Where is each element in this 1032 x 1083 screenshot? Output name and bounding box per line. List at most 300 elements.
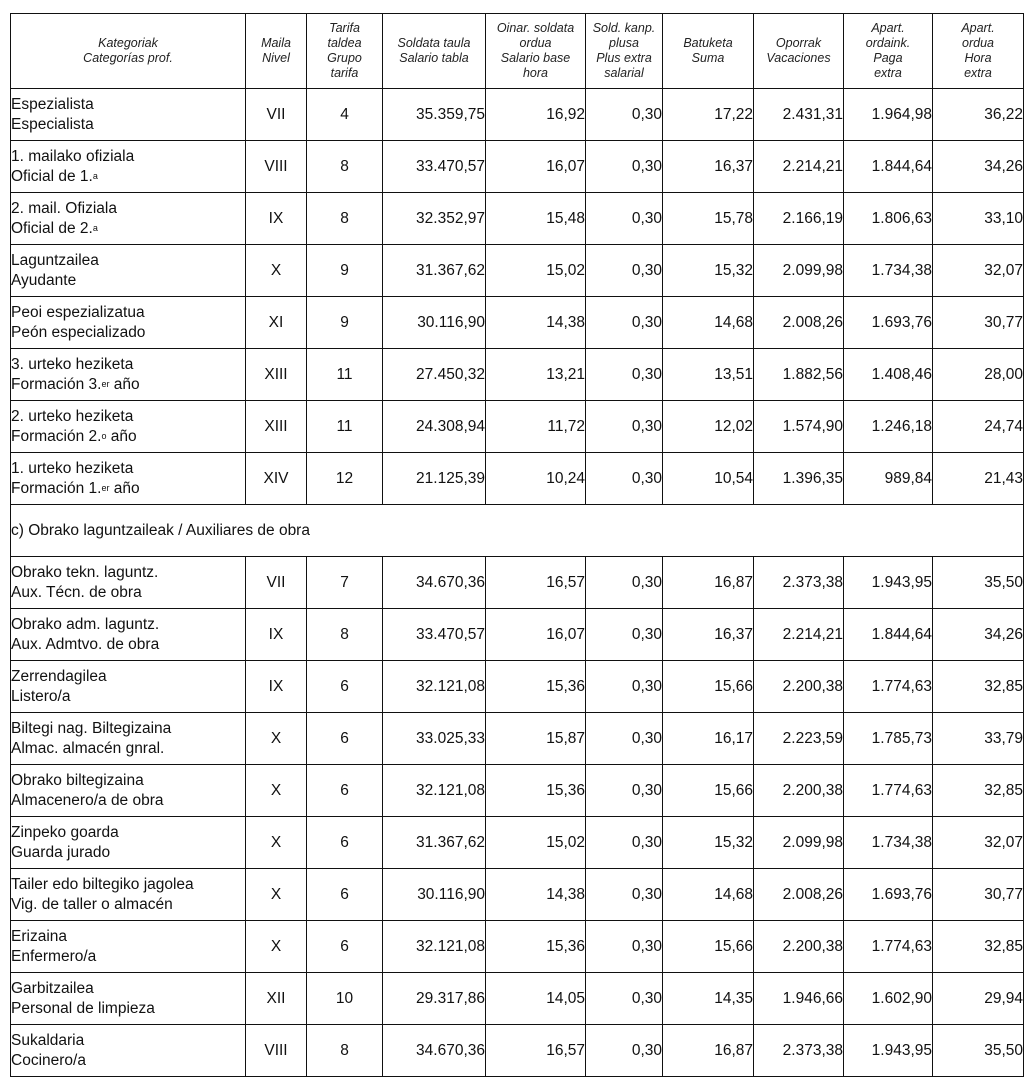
header-line: Salario base xyxy=(500,51,571,65)
extra-plus-cell: 0,30 xyxy=(586,245,663,297)
extra-pay-cell: 1.774,63 xyxy=(844,765,933,817)
category-spanish xyxy=(11,219,245,239)
table-row xyxy=(11,661,1024,713)
base-hourly-salary-cell: 15,48 xyxy=(486,193,586,245)
base-hourly-salary-cell: 15,36 xyxy=(486,661,586,713)
category-spanish xyxy=(11,323,245,343)
tariff-group-cell: 8 xyxy=(307,609,383,661)
base-hourly-salary-cell: 13,21 xyxy=(486,349,586,401)
level-cell: VIII xyxy=(246,141,307,193)
category-basque: Zinpeko goarda xyxy=(11,823,119,841)
level-cell: VII xyxy=(246,89,307,141)
vacation-cell: 2.099,98 xyxy=(754,817,844,869)
category-cell xyxy=(11,713,246,765)
salary-table xyxy=(10,13,1024,1077)
header-line: Apart. xyxy=(961,21,995,35)
tariff-group-cell: 10 xyxy=(307,973,383,1025)
extra-plus-cell: 0,30 xyxy=(586,661,663,713)
category-spanish-text: Almacenero/a de obra xyxy=(11,791,164,809)
table-salary-cell: 32.121,08 xyxy=(383,765,486,817)
category-spanish xyxy=(11,635,245,655)
header-base-hourly-salary xyxy=(486,14,586,89)
tariff-group-cell: 6 xyxy=(307,817,383,869)
category-cell xyxy=(11,401,246,453)
category-spanish xyxy=(11,791,245,811)
base-hourly-salary-cell: 15,02 xyxy=(486,245,586,297)
header-table-salary xyxy=(383,14,486,89)
header-row xyxy=(11,14,1024,89)
level-cell: X xyxy=(246,817,307,869)
extra-plus-cell: 0,30 xyxy=(586,765,663,817)
category-basque: Garbitzailea xyxy=(11,979,94,997)
category-basque: 2. urteko heziketa xyxy=(11,407,134,425)
header-line: Tarifa xyxy=(329,21,360,35)
category-basque: Espezialista xyxy=(11,95,94,113)
table-salary-cell: 33.470,57 xyxy=(383,141,486,193)
header-line: Paga xyxy=(873,51,903,65)
extra-plus-cell: 0,30 xyxy=(586,453,663,505)
category-spanish-text: Peón especializado xyxy=(11,323,146,341)
level-cell: XIV xyxy=(246,453,307,505)
level-cell: X xyxy=(246,713,307,765)
category-spanish xyxy=(11,375,245,395)
extra-pay-cell: 1.964,98 xyxy=(844,89,933,141)
table-salary-cell: 32.352,97 xyxy=(383,193,486,245)
table-row xyxy=(11,713,1024,765)
extra-plus-cell: 0,30 xyxy=(586,297,663,349)
level-cell: IX xyxy=(246,661,307,713)
overtime-hour-cell: 34,26 xyxy=(933,141,1024,193)
table-salary-cell: 29.317,86 xyxy=(383,973,486,1025)
category-basque: Zerrendagilea xyxy=(11,667,107,685)
table-salary-cell: 34.670,36 xyxy=(383,1025,486,1077)
ordinal-superscript: er xyxy=(101,482,110,493)
extra-pay-cell: 1.785,73 xyxy=(844,713,933,765)
header-vacation xyxy=(754,14,844,89)
sum-cell: 17,22 xyxy=(663,89,754,141)
header-line: Suma xyxy=(691,51,725,65)
category-basque: Erizaina xyxy=(11,927,67,945)
category-basque: Tailer edo biltegiko jagolea xyxy=(11,875,194,893)
category-spanish-text: Enfermero/a xyxy=(11,947,97,965)
category-spanish-text: Formación 2. xyxy=(11,427,102,445)
header-line: Hora xyxy=(964,51,992,65)
category-cell xyxy=(11,557,246,609)
category-spanish-text: Vig. de taller o almacén xyxy=(11,895,173,913)
tariff-group-cell: 8 xyxy=(307,193,383,245)
category-spanish-suffix: año xyxy=(109,375,140,393)
extra-plus-cell: 0,30 xyxy=(586,713,663,765)
category-spanish xyxy=(11,115,245,135)
category-spanish-text: Personal de limpieza xyxy=(11,999,155,1017)
category-spanish-text: Ayudante xyxy=(11,271,77,289)
extra-plus-cell: 0,30 xyxy=(586,817,663,869)
category-cell xyxy=(11,297,246,349)
category-basque: Sukaldaria xyxy=(11,1031,85,1049)
category-basque: Obrako adm. laguntz. xyxy=(11,615,160,633)
header-line: Salario tabla xyxy=(399,51,469,65)
tariff-group-cell: 12 xyxy=(307,453,383,505)
vacation-cell: 2.099,98 xyxy=(754,245,844,297)
header-line: extra xyxy=(874,66,902,80)
table-row xyxy=(11,1025,1024,1077)
base-hourly-salary-cell: 10,24 xyxy=(486,453,586,505)
vacation-cell: 2.214,21 xyxy=(754,141,844,193)
category-spanish-text: Guarda jurado xyxy=(11,843,111,861)
table-salary-cell: 35.359,75 xyxy=(383,89,486,141)
header-line: Oporrak xyxy=(775,36,822,50)
table-row xyxy=(11,973,1024,1025)
header-sum xyxy=(663,14,754,89)
overtime-hour-cell: 32,85 xyxy=(933,921,1024,973)
category-cell xyxy=(11,141,246,193)
table-salary-cell: 24.308,94 xyxy=(383,401,486,453)
extra-plus-cell: 0,30 xyxy=(586,193,663,245)
category-spanish-text: Oficial de 2. xyxy=(11,219,93,237)
sum-cell: 15,32 xyxy=(663,817,754,869)
category-spanish-suffix: año xyxy=(109,479,140,497)
overtime-hour-cell: 35,50 xyxy=(933,1025,1024,1077)
sum-cell: 16,37 xyxy=(663,141,754,193)
category-spanish-text: Oficial de 1. xyxy=(11,167,93,185)
extra-plus-cell: 0,30 xyxy=(586,973,663,1025)
overtime-hour-cell: 32,07 xyxy=(933,245,1024,297)
extra-pay-cell: 1.844,64 xyxy=(844,609,933,661)
extra-plus-cell: 0,30 xyxy=(586,1025,663,1077)
level-cell: X xyxy=(246,869,307,921)
extra-pay-cell: 1.943,95 xyxy=(844,557,933,609)
category-spanish xyxy=(11,271,245,291)
header-line: Oinar. soldata xyxy=(496,21,575,35)
overtime-hour-cell: 28,00 xyxy=(933,349,1024,401)
table-header xyxy=(11,14,1024,89)
table-salary-cell: 33.470,57 xyxy=(383,609,486,661)
table-row xyxy=(11,349,1024,401)
extra-pay-cell: 1.844,64 xyxy=(844,141,933,193)
header-line: Grupo xyxy=(327,51,362,65)
base-hourly-salary-cell: 15,36 xyxy=(486,765,586,817)
header-line: ordaink. xyxy=(865,36,911,50)
header-line: Plus extra xyxy=(596,51,652,65)
vacation-cell: 2.008,26 xyxy=(754,869,844,921)
ordinal-superscript: a xyxy=(92,170,98,181)
sum-cell: 16,87 xyxy=(663,1025,754,1077)
vacation-cell: 1.574,90 xyxy=(754,401,844,453)
table-salary-cell: 34.670,36 xyxy=(383,557,486,609)
category-spanish-text: Aux. Técn. de obra xyxy=(11,583,142,601)
extra-pay-cell: 1.734,38 xyxy=(844,817,933,869)
extra-pay-cell: 1.806,63 xyxy=(844,193,933,245)
sum-cell: 16,17 xyxy=(663,713,754,765)
section-title: c) Obrako laguntzaileak / Auxiliares de obra xyxy=(11,505,1024,557)
category-basque: Biltegi nag. Biltegizaina xyxy=(11,719,172,737)
tariff-group-cell: 8 xyxy=(307,141,383,193)
table-salary-cell: 27.450,32 xyxy=(383,349,486,401)
category-cell xyxy=(11,661,246,713)
sum-cell: 14,68 xyxy=(663,297,754,349)
table-row xyxy=(11,245,1024,297)
category-cell xyxy=(11,245,246,297)
category-spanish-text: Almac. almacén gnral. xyxy=(11,739,165,757)
extra-plus-cell: 0,30 xyxy=(586,89,663,141)
table-salary-cell: 30.116,90 xyxy=(383,297,486,349)
extra-plus-cell: 0,30 xyxy=(586,401,663,453)
category-spanish xyxy=(11,167,245,187)
overtime-hour-cell: 32,07 xyxy=(933,817,1024,869)
vacation-cell: 2.373,38 xyxy=(754,557,844,609)
table-row xyxy=(11,141,1024,193)
vacation-cell: 2.431,31 xyxy=(754,89,844,141)
level-cell: XIII xyxy=(246,401,307,453)
overtime-hour-cell: 21,43 xyxy=(933,453,1024,505)
vacation-cell: 2.200,38 xyxy=(754,921,844,973)
header-line: Apart. xyxy=(871,21,905,35)
category-cell xyxy=(11,765,246,817)
table-row xyxy=(11,869,1024,921)
base-hourly-salary-cell: 14,05 xyxy=(486,973,586,1025)
category-basque: Peoi espezializatua xyxy=(11,303,145,321)
extra-pay-cell: 1.408,46 xyxy=(844,349,933,401)
category-spanish-text: Aux. Admtvo. de obra xyxy=(11,635,160,653)
header-line: taldea xyxy=(327,36,362,50)
table-salary-cell: 32.121,08 xyxy=(383,921,486,973)
base-hourly-salary-cell: 16,07 xyxy=(486,609,586,661)
sum-cell: 13,51 xyxy=(663,349,754,401)
tariff-group-cell: 6 xyxy=(307,765,383,817)
table-row xyxy=(11,401,1024,453)
tariff-group-cell: 11 xyxy=(307,401,383,453)
table-row xyxy=(11,921,1024,973)
category-cell xyxy=(11,453,246,505)
category-spanish-text: Formación 3. xyxy=(11,375,102,393)
vacation-cell: 2.214,21 xyxy=(754,609,844,661)
extra-plus-cell: 0,30 xyxy=(586,869,663,921)
category-basque: Obrako tekn. laguntz. xyxy=(11,563,159,581)
category-spanish-suffix: año xyxy=(106,427,137,445)
overtime-hour-cell: 32,85 xyxy=(933,765,1024,817)
header-line: ordua xyxy=(962,36,994,50)
category-cell xyxy=(11,89,246,141)
base-hourly-salary-cell: 14,38 xyxy=(486,869,586,921)
category-spanish xyxy=(11,687,245,707)
category-spanish xyxy=(11,843,245,863)
ordinal-superscript: er xyxy=(101,378,110,389)
header-line: extra xyxy=(964,66,992,80)
extra-pay-cell: 1.693,76 xyxy=(844,869,933,921)
category-spanish xyxy=(11,427,245,447)
header-line: salarial xyxy=(604,66,644,80)
tariff-group-cell: 11 xyxy=(307,349,383,401)
table-salary-cell: 32.121,08 xyxy=(383,661,486,713)
extra-pay-cell: 1.734,38 xyxy=(844,245,933,297)
extra-plus-cell: 0,30 xyxy=(586,557,663,609)
level-cell: VIII xyxy=(246,1025,307,1077)
table-row xyxy=(11,89,1024,141)
category-cell xyxy=(11,1025,246,1077)
overtime-hour-cell: 34,26 xyxy=(933,609,1024,661)
extra-plus-cell: 0,30 xyxy=(586,141,663,193)
category-cell xyxy=(11,869,246,921)
table-salary-cell: 30.116,90 xyxy=(383,869,486,921)
category-basque: 3. urteko heziketa xyxy=(11,355,134,373)
tariff-group-cell: 9 xyxy=(307,245,383,297)
overtime-hour-cell: 32,85 xyxy=(933,661,1024,713)
level-cell: IX xyxy=(246,609,307,661)
table-salary-cell: 33.025,33 xyxy=(383,713,486,765)
header-line: hora xyxy=(522,66,549,80)
extra-pay-cell: 1.774,63 xyxy=(844,921,933,973)
category-spanish xyxy=(11,999,245,1019)
level-cell: XIII xyxy=(246,349,307,401)
base-hourly-salary-cell: 16,57 xyxy=(486,1025,586,1077)
category-spanish xyxy=(11,1051,245,1071)
vacation-cell: 1.396,35 xyxy=(754,453,844,505)
overtime-hour-cell: 30,77 xyxy=(933,869,1024,921)
vacation-cell: 2.223,59 xyxy=(754,713,844,765)
category-spanish xyxy=(11,947,245,967)
tariff-group-cell: 6 xyxy=(307,921,383,973)
category-spanish xyxy=(11,739,245,759)
header-line: Vacaciones xyxy=(766,51,831,65)
category-spanish xyxy=(11,583,245,603)
extra-plus-cell: 0,30 xyxy=(586,609,663,661)
sum-cell: 12,02 xyxy=(663,401,754,453)
extra-plus-cell: 0,30 xyxy=(586,349,663,401)
level-cell: XII xyxy=(246,973,307,1025)
overtime-hour-cell: 29,94 xyxy=(933,973,1024,1025)
ordinal-superscript: o xyxy=(101,430,107,441)
base-hourly-salary-cell: 11,72 xyxy=(486,401,586,453)
level-cell: X xyxy=(246,921,307,973)
sum-cell: 15,66 xyxy=(663,765,754,817)
base-hourly-salary-cell: 16,07 xyxy=(486,141,586,193)
sum-cell: 15,32 xyxy=(663,245,754,297)
header-extra-plus xyxy=(586,14,663,89)
sum-cell: 15,78 xyxy=(663,193,754,245)
header-category xyxy=(11,14,246,89)
table-salary-cell: 31.367,62 xyxy=(383,245,486,297)
sum-cell: 15,66 xyxy=(663,921,754,973)
overtime-hour-cell: 36,22 xyxy=(933,89,1024,141)
vacation-cell: 2.373,38 xyxy=(754,1025,844,1077)
extra-pay-cell: 1.246,18 xyxy=(844,401,933,453)
table-row xyxy=(11,557,1024,609)
level-cell: XI xyxy=(246,297,307,349)
ordinal-superscript: a xyxy=(92,222,98,233)
extra-pay-cell: 1.602,90 xyxy=(844,973,933,1025)
category-spanish xyxy=(11,479,245,499)
vacation-cell: 1.946,66 xyxy=(754,973,844,1025)
tariff-group-cell: 6 xyxy=(307,713,383,765)
overtime-hour-cell: 35,50 xyxy=(933,557,1024,609)
header-line: Categorías prof. xyxy=(83,51,173,65)
level-cell: X xyxy=(246,765,307,817)
base-hourly-salary-cell: 15,02 xyxy=(486,817,586,869)
overtime-hour-cell: 33,10 xyxy=(933,193,1024,245)
header-line: ordua xyxy=(519,36,552,50)
category-spanish-text: Listero/a xyxy=(11,687,71,705)
category-cell xyxy=(11,193,246,245)
vacation-cell: 2.008,26 xyxy=(754,297,844,349)
category-cell xyxy=(11,349,246,401)
category-cell xyxy=(11,609,246,661)
tariff-group-cell: 6 xyxy=(307,661,383,713)
header-line: plusa xyxy=(609,36,639,50)
header-overtime-hour xyxy=(933,14,1024,89)
base-hourly-salary-cell: 16,57 xyxy=(486,557,586,609)
header-level xyxy=(246,14,307,89)
category-spanish-text: Especialista xyxy=(11,115,94,133)
header-line: Kategoriak xyxy=(98,36,158,50)
extra-pay-cell: 1.693,76 xyxy=(844,297,933,349)
vacation-cell: 1.882,56 xyxy=(754,349,844,401)
table-salary-cell: 31.367,62 xyxy=(383,817,486,869)
sum-cell: 10,54 xyxy=(663,453,754,505)
table-row xyxy=(11,453,1024,505)
vacation-cell: 2.200,38 xyxy=(754,765,844,817)
header-line: Nivel xyxy=(262,51,290,65)
category-cell xyxy=(11,921,246,973)
base-hourly-salary-cell: 15,36 xyxy=(486,921,586,973)
tariff-group-cell: 8 xyxy=(307,1025,383,1077)
table-body xyxy=(11,89,1024,1077)
sum-cell: 14,35 xyxy=(663,973,754,1025)
category-basque: 1. mailako ofiziala xyxy=(11,147,135,165)
category-basque: Laguntzailea xyxy=(11,251,99,269)
section-row xyxy=(11,505,1024,557)
table-row xyxy=(11,297,1024,349)
overtime-hour-cell: 33,79 xyxy=(933,713,1024,765)
vacation-cell: 2.166,19 xyxy=(754,193,844,245)
sum-cell: 16,37 xyxy=(663,609,754,661)
header-tariff-group xyxy=(307,14,383,89)
table-row xyxy=(11,193,1024,245)
vacation-cell: 2.200,38 xyxy=(754,661,844,713)
category-spanish-text: Formación 1. xyxy=(11,479,102,497)
base-hourly-salary-cell: 15,87 xyxy=(486,713,586,765)
header-line: Soldata taula xyxy=(397,36,471,50)
extra-pay-cell: 1.774,63 xyxy=(844,661,933,713)
header-extra-pay xyxy=(844,14,933,89)
table-salary-cell: 21.125,39 xyxy=(383,453,486,505)
base-hourly-salary-cell: 16,92 xyxy=(486,89,586,141)
category-basque: 2. mail. Ofiziala xyxy=(11,199,117,217)
category-cell xyxy=(11,817,246,869)
level-cell: IX xyxy=(246,193,307,245)
header-line: tarifa xyxy=(330,66,359,80)
category-basque: 1. urteko heziketa xyxy=(11,459,134,477)
extra-plus-cell: 0,30 xyxy=(586,921,663,973)
tariff-group-cell: 6 xyxy=(307,869,383,921)
extra-pay-cell: 1.943,95 xyxy=(844,1025,933,1077)
overtime-hour-cell: 24,74 xyxy=(933,401,1024,453)
sum-cell: 16,87 xyxy=(663,557,754,609)
tariff-group-cell: 4 xyxy=(307,89,383,141)
tariff-group-cell: 9 xyxy=(307,297,383,349)
level-cell: VII xyxy=(246,557,307,609)
category-basque: Obrako biltegizaina xyxy=(11,771,144,789)
category-spanish-text: Cocinero/a xyxy=(11,1051,86,1069)
table-row xyxy=(11,765,1024,817)
table-row xyxy=(11,817,1024,869)
header-line: Maila xyxy=(261,36,291,50)
category-spanish xyxy=(11,895,245,915)
tariff-group-cell: 7 xyxy=(307,557,383,609)
overtime-hour-cell: 30,77 xyxy=(933,297,1024,349)
sum-cell: 14,68 xyxy=(663,869,754,921)
header-line: Sold. kanp. xyxy=(592,21,656,35)
category-cell xyxy=(11,973,246,1025)
